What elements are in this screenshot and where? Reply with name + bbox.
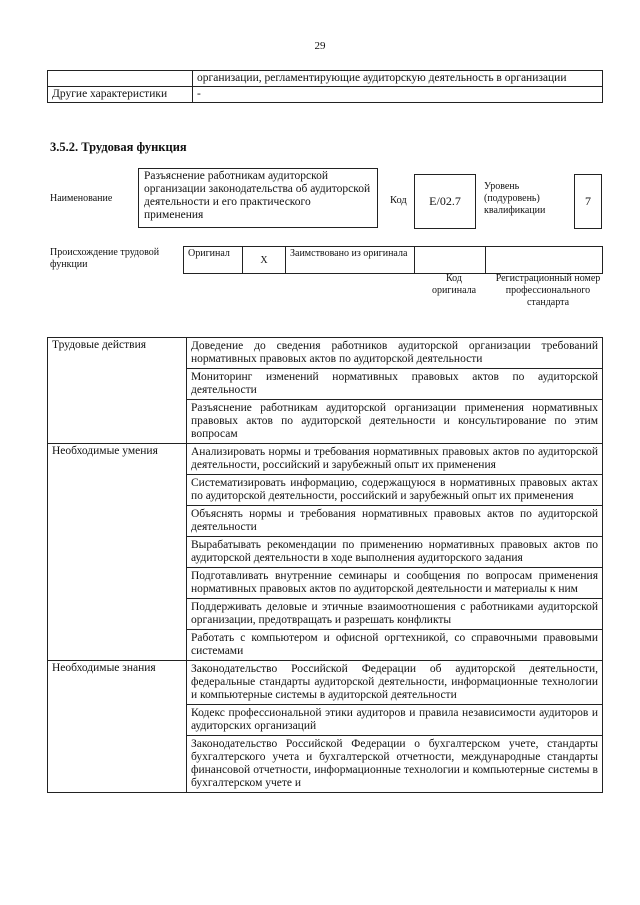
origin-label: Происхождение трудовой функции: [50, 247, 160, 270]
required-skills-label: Необходимые умения: [48, 444, 187, 661]
code-value-box: E/02.7: [414, 174, 476, 229]
function-name-box: Разъяснение работникам аудиторской организации законодательства об аудиторской деятельности и его практического применения: [138, 168, 378, 228]
level-value-box: 7: [574, 174, 602, 229]
list-item: Законодательство Российской Федерации об аудиторской деятельности, федеральные стандарты аудиторской деятельности, информационные технологии и компьютерные системы в аудиторской деятельности: [187, 661, 603, 705]
code-label: Код: [390, 195, 407, 206]
name-label: Наименование: [50, 193, 113, 204]
other-characteristics-table: [47, 70, 603, 103]
list-item: Доведение до сведения работников аудиторской организации требований нормативных правовых актов по аудиторской деятельности: [187, 338, 603, 369]
other-characteristics-value: -: [193, 87, 603, 103]
continued-text: организации, регламентирующие аудиторскую деятельность в организации: [193, 71, 603, 87]
other-characteristics-label: Другие характеристики: [48, 87, 193, 103]
list-item: Объяснять нормы и требования нормативных правовых актов по аудиторской деятельности: [187, 506, 603, 537]
list-item: Поддерживать деловые и этичные взаимоотношения с работниками аудиторской организации, предотвращать и разрешать конфликты: [187, 599, 603, 630]
required-knowledge-label: Необходимые знания: [48, 661, 187, 793]
list-item: Законодательство Российской Федерации о бухгалтерском учете, стандарты бухгалтерского учета и бухгалтерской отчетности, международные стандарты финансовой отчетности, информационные технологии и компьютерные системы в бухгалтерском учете и: [187, 736, 603, 793]
list-item: Мониторинг изменений нормативных правовых актов по аудиторской деятельности: [187, 369, 603, 400]
list-item: Вырабатывать рекомендации по применению нормативных правовых актов по аудиторской деятельности в ходе выполнения аудиторского задания: [187, 537, 603, 568]
list-item: Анализировать нормы и требования нормативных правовых актов по аудиторской деятельности, российский и зарубежный опыт их применения: [187, 444, 603, 475]
reg-number-caption: Регистрационный номер профессионального стандарта: [495, 273, 601, 308]
reg-number-cell: [486, 247, 603, 274]
list-item: Работать с компьютером и офисной оргтехникой, со справочными правовыми системами: [187, 630, 603, 661]
labor-actions-label: Трудовые действия: [48, 338, 187, 444]
original-label: Оригинал: [184, 247, 243, 274]
code-original-caption: Код оригинала: [431, 273, 477, 296]
page-number: 29: [314, 40, 326, 52]
list-item: Кодекс профессиональной этики аудиторов и правила независимости аудиторов и аудиторских организаций: [187, 705, 603, 736]
table-row: [48, 661, 603, 705]
section-heading: 3.5.2. Трудовая функция: [50, 140, 187, 154]
level-label: Уровень (подуровень) квалификации: [484, 181, 546, 216]
table-row: [48, 444, 603, 475]
code-original-cell: [415, 247, 486, 274]
original-mark: X: [243, 247, 286, 274]
borrowed-label: Заимствовано из оригинала: [286, 247, 415, 274]
function-details-table: [47, 337, 603, 793]
list-item: Систематизировать информацию, содержащуюся в нормативных правовых актах по аудиторской деятельности, российский и зарубежный опыт их применения: [187, 475, 603, 506]
list-item: Подготавливать внутренние семинары и сообщения по вопросам применения нормативных правовых актов по аудиторской деятельности и материалы к ним: [187, 568, 603, 599]
table-row: [48, 338, 603, 369]
list-item: Разъяснение работникам аудиторской организации применения нормативных правовых актов по аудиторской деятельности и консультирование по этим вопросам: [187, 400, 603, 444]
empty-cell: [48, 71, 193, 87]
origin-table: [183, 246, 603, 274]
